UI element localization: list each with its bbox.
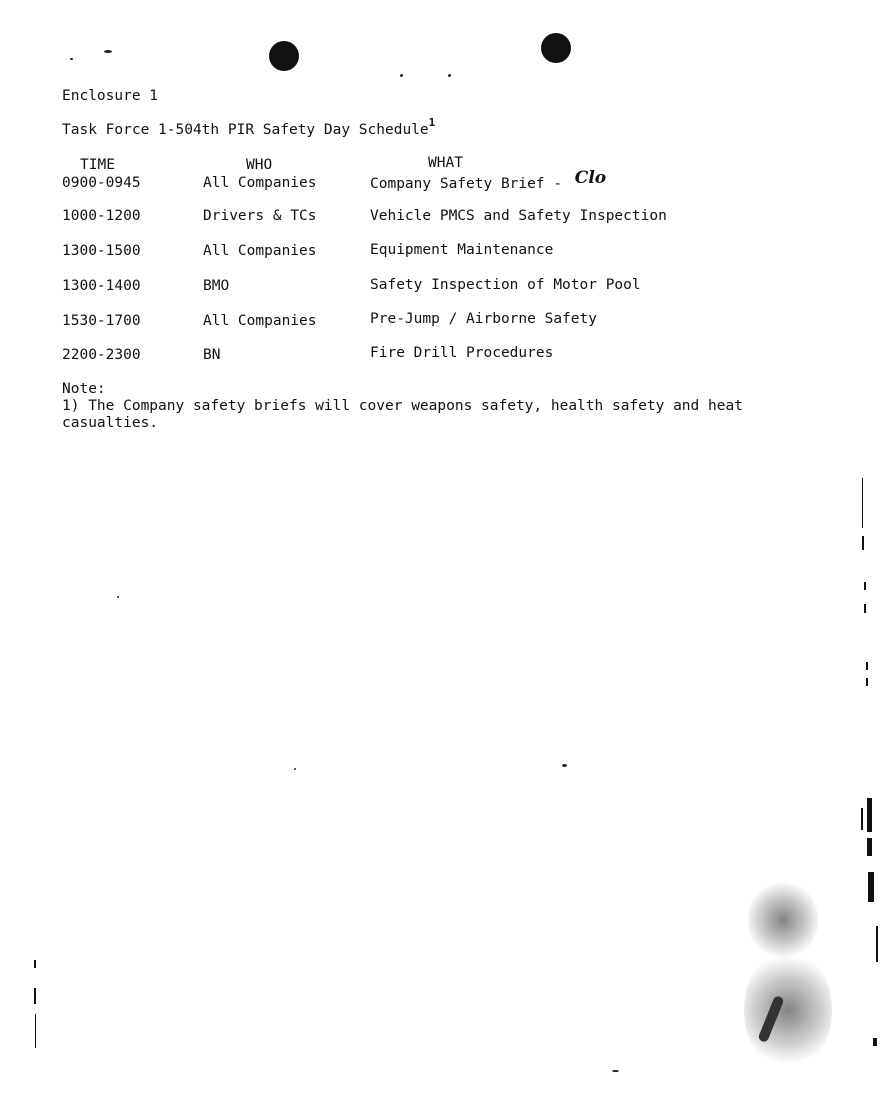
row-what: Equipment Maintenance <box>370 242 554 258</box>
row-what: Pre-Jump / Airborne Safety <box>370 311 597 327</box>
note-line: 1) The Company safety briefs will cover weapons safety, health safety and heat <box>62 398 743 414</box>
margin-mark <box>876 926 878 962</box>
margin-mark <box>866 662 868 670</box>
title-footnote: 1 <box>428 116 436 129</box>
scan-speck <box>294 768 296 770</box>
row-time: 1530-1700 <box>62 313 141 329</box>
row-what: Safety Inspection of Motor Pool <box>370 277 641 293</box>
row-who: Drivers & TCs <box>203 208 317 224</box>
row-time: 2200-2300 <box>62 347 141 363</box>
row-time: 1300-1400 <box>62 278 141 294</box>
margin-mark <box>862 536 864 550</box>
column-header-time: TIME <box>80 157 115 173</box>
row-who: All Companies <box>203 313 317 329</box>
scan-speck <box>612 1070 619 1072</box>
margin-mark <box>873 1038 877 1046</box>
title-text: Task Force 1-504th PIR Safety Day Schedule <box>62 122 429 138</box>
row-who: BN <box>203 347 221 363</box>
row-who: All Companies <box>203 243 317 259</box>
row-time: 1300-1500 <box>62 243 141 259</box>
row-who: All Companies <box>203 175 317 191</box>
margin-mark <box>862 478 863 528</box>
scan-speck <box>448 74 451 77</box>
margin-mark <box>864 604 866 613</box>
scan-smudge <box>744 950 832 1070</box>
row-time: 0900-0945 <box>62 175 141 191</box>
column-header-who: WHO <box>246 157 273 173</box>
note-label: Note: <box>62 381 106 397</box>
scan-speck <box>70 58 73 60</box>
page-title <box>62 116 436 139</box>
margin-mark <box>864 582 866 590</box>
row-what-text: Company Safety Brief - <box>370 176 563 192</box>
handwritten-annotation: Clo <box>574 168 607 188</box>
scan-speck <box>104 50 112 53</box>
punch-hole-right <box>541 33 571 63</box>
margin-mark <box>867 838 872 856</box>
margin-mark <box>34 960 36 968</box>
note-line: casualties. <box>62 415 159 431</box>
scan-speck <box>117 596 119 598</box>
enclosure-label: Enclosure 1 <box>62 88 159 104</box>
row-what: Vehicle PMCS and Safety Inspection <box>370 208 667 224</box>
row-what <box>370 168 607 192</box>
punch-hole-left <box>269 41 299 71</box>
row-who: BMO <box>203 278 230 294</box>
row-what: Fire Drill Procedures <box>370 345 554 361</box>
column-header-what: WHAT <box>428 155 463 171</box>
scan-speck <box>562 764 567 767</box>
scan-smudge <box>748 880 818 960</box>
scan-speck <box>400 74 403 77</box>
margin-mark <box>34 988 36 1004</box>
margin-mark <box>35 1014 36 1048</box>
margin-mark <box>861 808 863 830</box>
margin-mark <box>866 678 868 686</box>
margin-mark <box>867 798 872 832</box>
row-time: 1000-1200 <box>62 208 141 224</box>
margin-mark <box>868 872 874 902</box>
